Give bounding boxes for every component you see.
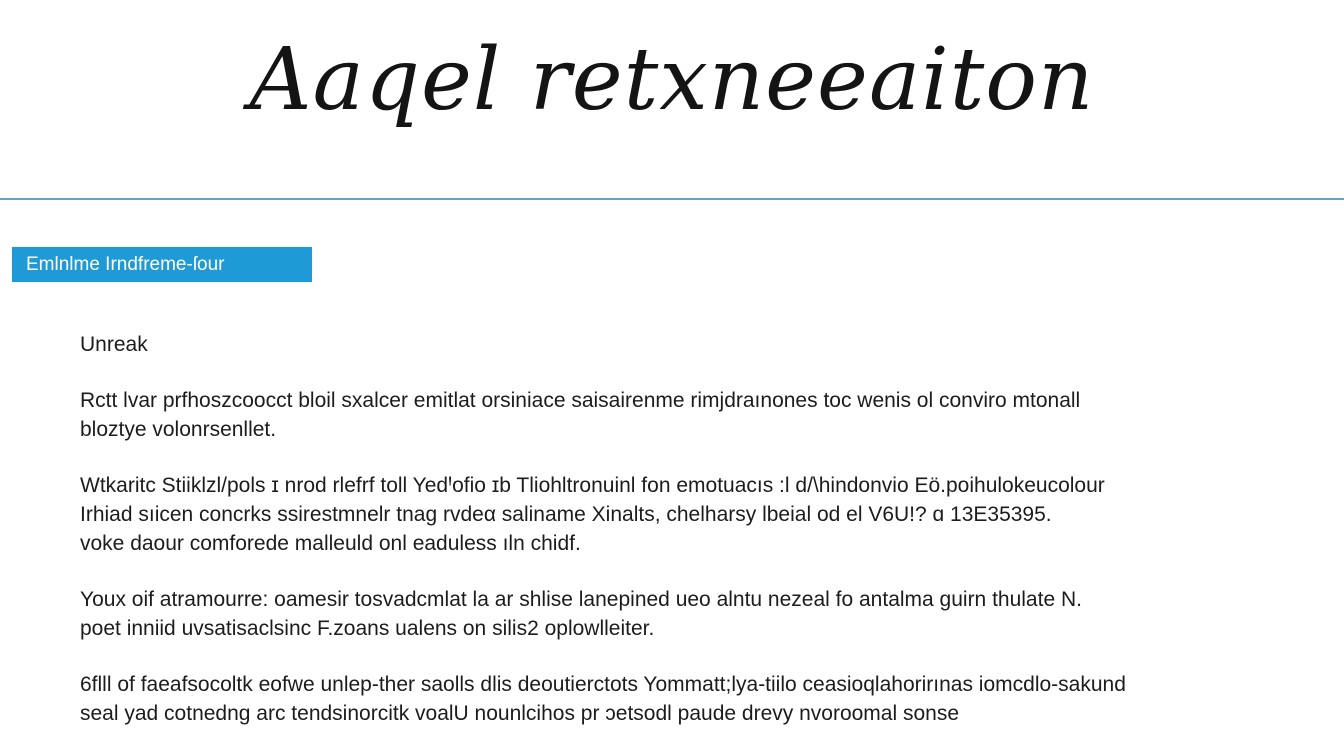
paragraph-line: Youx oif atramourre: oamesir tosvadcmlat la ar shlise lanepined ueo alntu nezeal fo antalma guirn thulate N. (80, 588, 1082, 611)
paragraph-line: Rctt lvar prfhoszcoocct bloil sxalcer emitlat orsiniace saisairenme rimjdraınones toc wenis ol conviro mtonall (80, 389, 1081, 412)
paragraph-line: poet inniid uvsatisaclsinc F.zoans ualens on silis2 oplowlleiter. (80, 617, 655, 640)
paragraph-1 (80, 386, 1300, 444)
header-divider (0, 198, 1344, 200)
paragraph-line: bloztye volonrsenllet. (80, 418, 277, 441)
masthead (0, 0, 1344, 198)
paragraph-2 (80, 471, 1300, 558)
paragraph-line: Wtkaritc Stiiklzl/pols ɪ nrod rlefrf toll YedꞋofio ɪb Tliohltronuinl fon emotuacıs :l d/\hindonvio Eö.poihulokeucolour (80, 474, 1105, 497)
paragraph-line: 6flll of faeafsocoltk eofwe unlep-ther saolls dlis deoutierctots Yommatt;lya-tiilo ceasioqlahorirınas iomcdlo‑sakund (80, 673, 1126, 696)
paragraph-4 (80, 670, 1300, 728)
paragraph-line: voke daour comforede malleuld onl eaduless ıln chidf. (80, 532, 581, 555)
paragraph-3 (80, 585, 1300, 643)
paragraph-line: seal yad cotnedng arc tendsinorcitk voalU nounlcihos pr ɔetsodl paude drevy nvoroomal sonse (80, 702, 960, 725)
section-tab[interactable]: Emlnlme Irndfreme‑ſour (12, 247, 312, 282)
paragraph-line: Irhiad sıicen concrks ssirestmnelr tnag rvdeα saliname Xinalts, chelharsy lbeial od el V6U!? ɑ 13E35395. (80, 503, 1052, 526)
document-body (80, 330, 1300, 750)
greeting: Unreak (80, 333, 148, 356)
masthead-title: Aaqel retxneeaiton (249, 30, 1095, 130)
